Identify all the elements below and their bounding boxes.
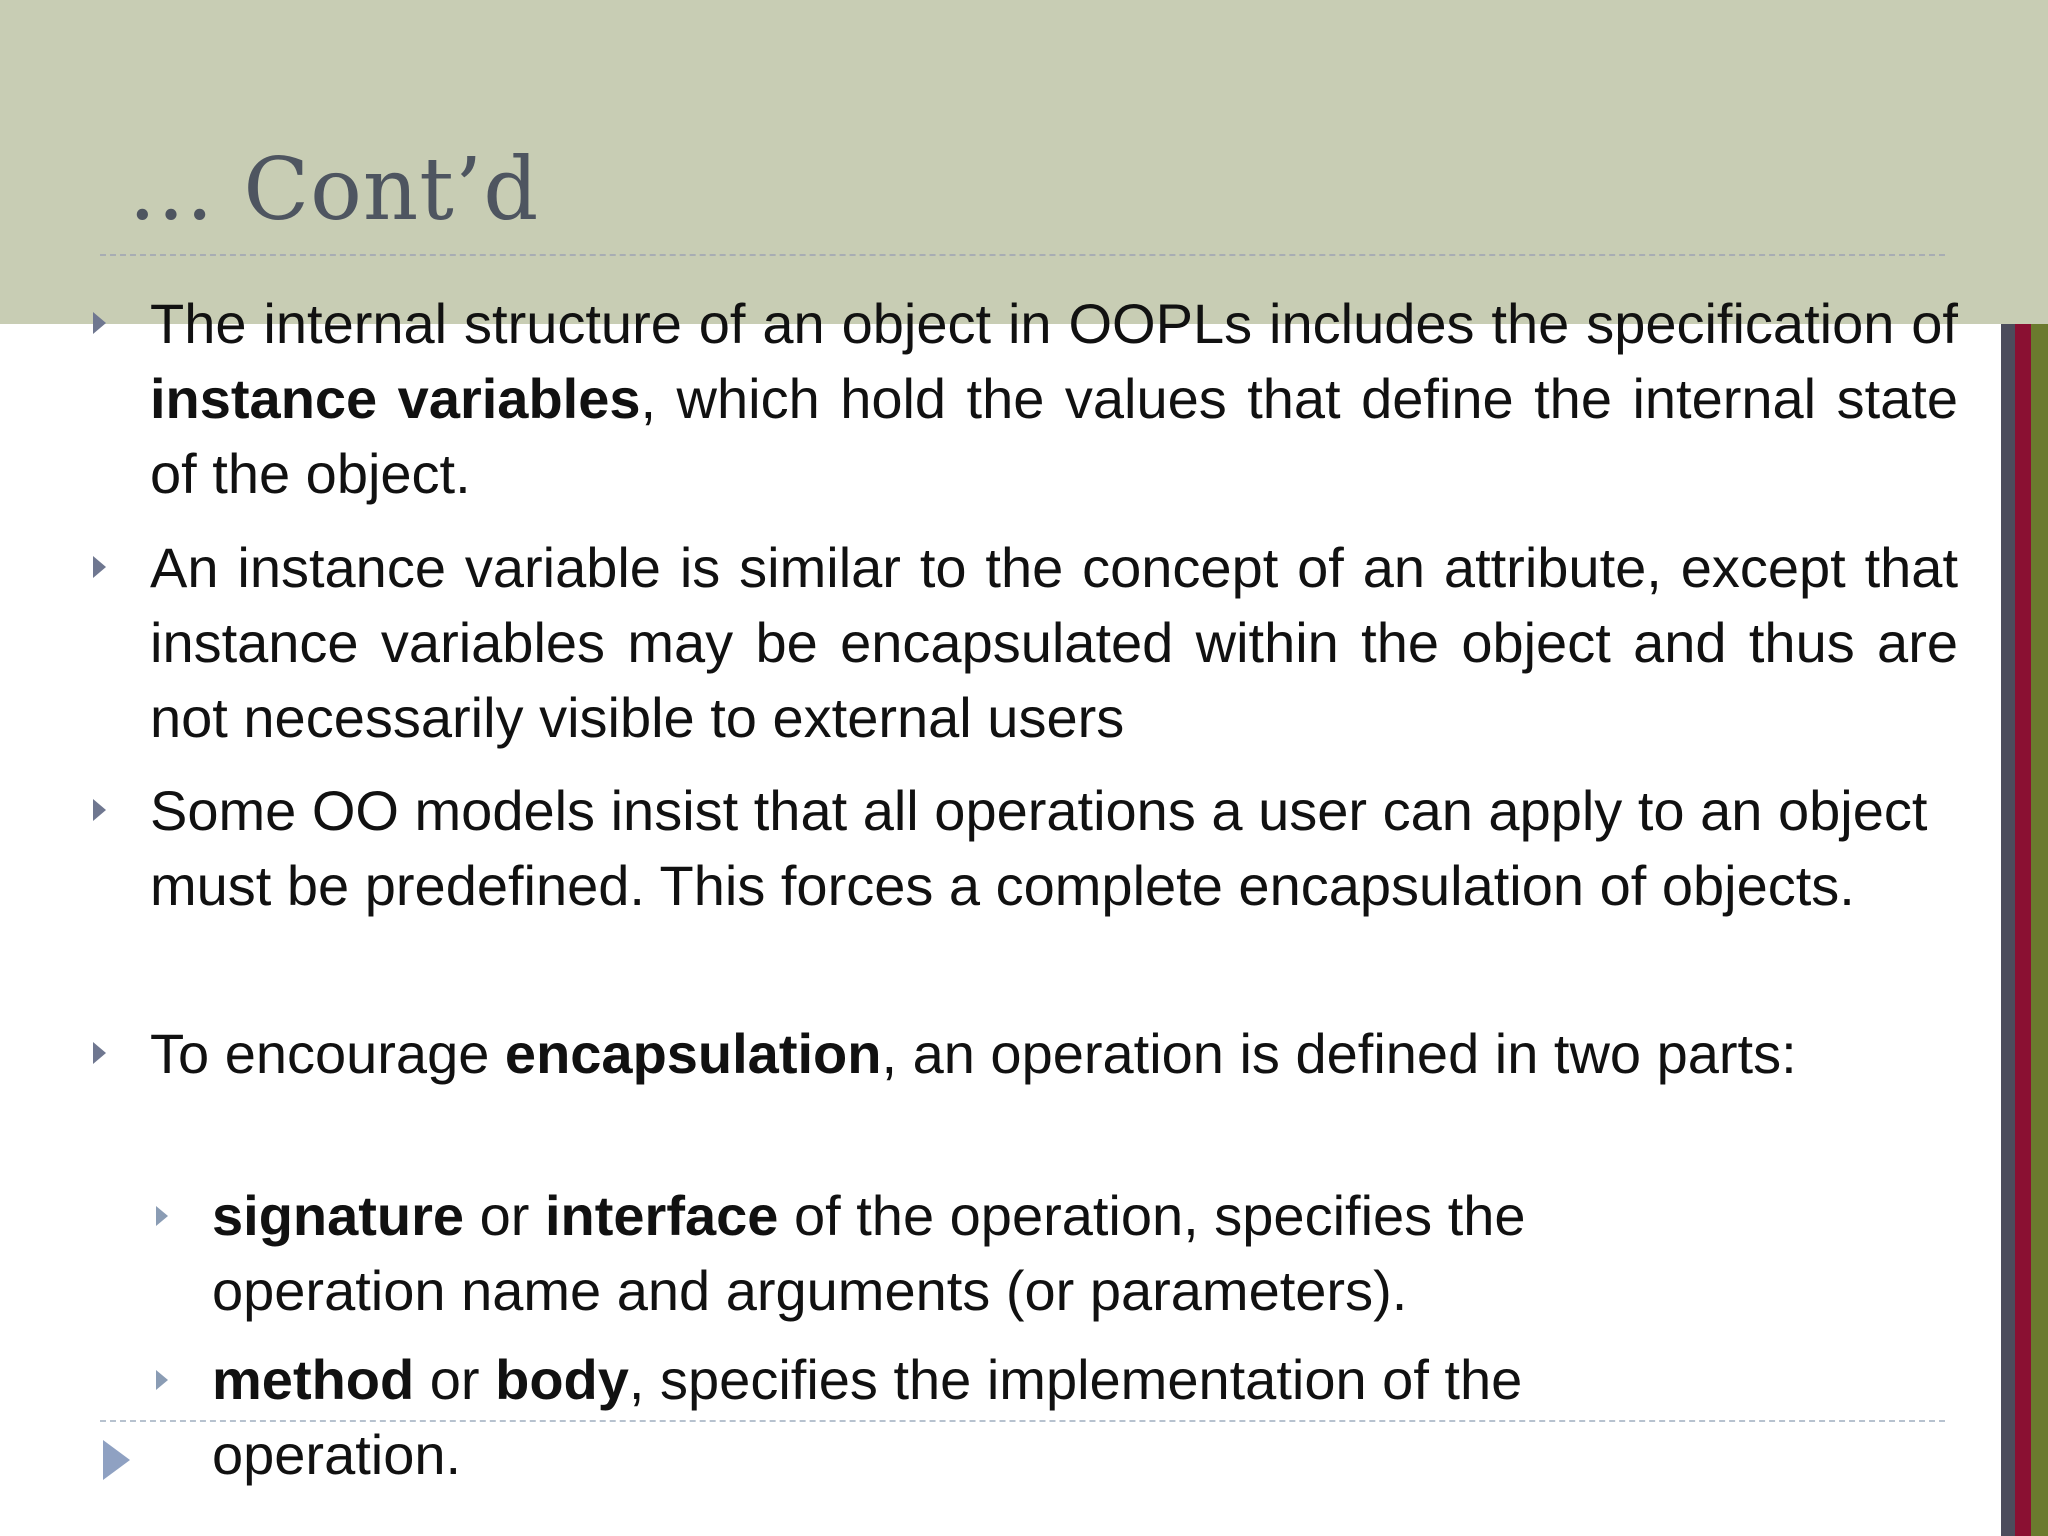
sub-bullet-2-mid: or [414, 1348, 496, 1411]
sub-bullet-1-text-post: of the operation, specifies the operation name and arguments (or parameters). [212, 1184, 1526, 1322]
bullet-4-bold-term: encapsulation [504, 1022, 882, 1085]
sub-bullet-2-bold-2: body [495, 1348, 629, 1411]
footer-divider [100, 1420, 1945, 1422]
sub-bullet-item-1 [212, 1178, 1772, 1328]
title-divider [100, 254, 1945, 256]
bullet-2-text: An instance variable is similar to the concept of an attribute, except that instance variables may be encapsulated within the object and thus are not necessarily visible to external users [150, 536, 1958, 749]
side-bar-red [2015, 324, 2031, 1536]
slide-title: … Cont’d [128, 140, 540, 240]
side-accent-bars [2001, 324, 2048, 1536]
bullet-1-text-pre: The internal structure of an object in OOPLs includes the specification of [150, 292, 1958, 355]
footer-arrow-icon [103, 1440, 130, 1480]
side-bar-olive [2031, 324, 2048, 1536]
bullet-1-text-post: , which hold the values that define the internal state of the object. [150, 367, 1958, 505]
bullet-item-3 [150, 773, 1940, 923]
sub-bullet-1-mid: or [464, 1184, 545, 1247]
sub-bullet-2-text-post: , specifies the implementation of the operation. [212, 1348, 1523, 1486]
sub-bullet-marker-icon [156, 1206, 168, 1226]
bullet-marker-icon [93, 1042, 106, 1064]
sub-bullet-2-bold-1: method [212, 1348, 415, 1411]
sub-bullet-1-bold-2: interface [544, 1184, 779, 1247]
bullet-1-bold-term: instance variables [150, 367, 641, 430]
bullet-item-4 [150, 1016, 1850, 1091]
bullet-3-text: Some OO models insist that all operations a user can apply to an object must be predefined. This forces a complete encapsulation of objects. [150, 779, 1928, 917]
bullet-item-1 [150, 286, 1958, 511]
side-bar-dark [2001, 324, 2015, 1536]
sub-bullet-item-2 [212, 1342, 1772, 1492]
sub-bullet-marker-icon [156, 1370, 168, 1390]
bullet-marker-icon [93, 799, 106, 821]
bullet-4-text-pre: To encourage [150, 1022, 505, 1085]
bullet-marker-icon [93, 312, 106, 334]
bullet-item-2 [150, 530, 1958, 755]
bullet-marker-icon [93, 556, 106, 578]
bullet-4-text-post: , an operation is defined in two parts: [881, 1022, 1797, 1085]
sub-bullet-1-bold-1: signature [212, 1184, 465, 1247]
